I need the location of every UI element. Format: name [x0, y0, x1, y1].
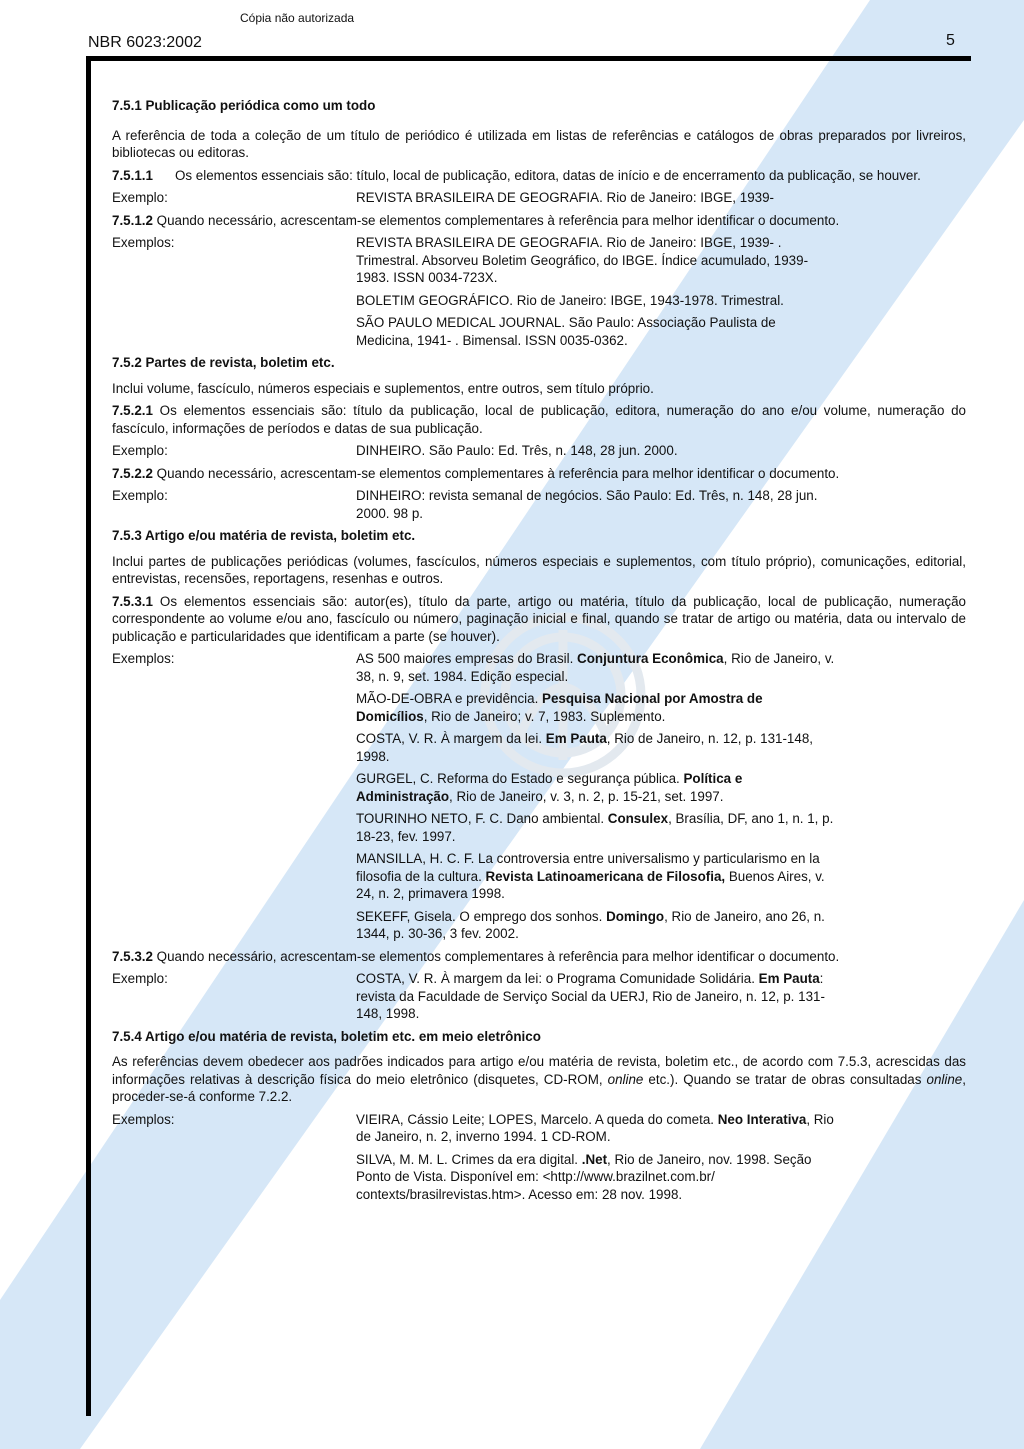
intro-text: etc.). Quando se tratar de obras consultadas — [643, 1071, 927, 1087]
reference-item — [356, 650, 836, 685]
paragraph-7-5-3-1 — [112, 593, 966, 646]
reference-text: , Rio de Janeiro, v. 3, n. 2, p. 15-21, set. 1997. — [449, 788, 724, 804]
paragraph-7-5-1-2 — [112, 212, 966, 230]
reference-text: SILVA, M. M. L. Crimes da era digital. — [356, 1151, 582, 1167]
intro-text: As referências devem obedecer aos padrões indicados para artigo e/ou matéria de revista, boletim etc., de acordo com 7.5.3, acrescidas das informações relativas à descrição física do meio eletrônico (disquetes, CD-ROM, — [112, 1054, 966, 1087]
paragraph-number: 7.5.3.2 — [112, 948, 153, 964]
margin-rule — [86, 56, 91, 1416]
paragraph-text: Quando necessário, acrescentam-se elementos complementares à referência para melhor identificar o documento. — [152, 212, 840, 228]
paragraph-text: Quando necessário, acrescentam-se elementos complementares à referência para melhor identificar o documento. — [152, 948, 840, 964]
example-label: Exemplo: — [112, 971, 168, 986]
reference-item — [356, 1151, 836, 1204]
reference-text: , Rio de Janeiro, ano 26, n. 1344, p. 30-36, 3 fev. 2002. — [356, 908, 825, 941]
section-intro: Inclui volume, fascículo, números especiais e suplementos, entre outros, sem título próprio. — [112, 380, 654, 396]
example-label: Exemplo: — [112, 190, 168, 205]
reference-text: MANSILLA, H. C. F. La controversia entre universalismo y particularismo en la filosofia de la cultura. — [356, 851, 820, 884]
reference-item — [356, 810, 836, 845]
paragraph-text: Os elementos essenciais são: autor(es), título da parte, artigo ou matéria, título da publicação, local de publicação, numeração correspondente ao volume e/ou ano, fascículo ou número, paginação inicial e final, quando se tratar de artigo ou matéria, data ou intervalo de publicação e particularidades que identificam a parte (se houver). — [112, 593, 966, 644]
page-number: 5 — [946, 32, 955, 49]
reference-title: Em Pauta — [758, 971, 820, 986]
example-block — [112, 650, 966, 943]
example-list — [356, 970, 836, 1023]
paragraph-number: 7.5.2.1 — [112, 403, 153, 418]
paragraph-number: 7.5.3.1 — [112, 593, 153, 609]
reference-text: : revista da Faculdade de Serviço Social da UERJ, Rio de Janeiro, n. 12, p. 131-148, 1998. — [356, 971, 825, 1021]
reference-item — [356, 850, 836, 903]
document-body — [112, 96, 966, 1208]
copy-notice: Cópia não autorizada — [240, 11, 355, 25]
example-block — [112, 234, 966, 349]
example-list — [356, 487, 836, 522]
section-heading-7-5-3: 7.5.3 Artigo e/ou matéria de revista, boletim etc. — [112, 528, 416, 543]
reference-title: .Net — [581, 1151, 608, 1167]
reference-text: , Rio de Janeiro, nov. 1998. Seção Ponto de Vista. Disponível em: <http://www.brazilnet.com.br/ contexts/brasilrevistas.htm>. Acesso em: 28 nov. 1998. — [356, 1151, 812, 1202]
reference-text: MÃO-DE-OBRA e previdência. — [356, 691, 543, 706]
example-item: DINHEIRO: revista semanal de negócios. São Paulo: Ed. Três, n. 148, 28 jun. 2000. 98 p. — [356, 488, 818, 521]
reference-title: Neo Interativa — [717, 1111, 807, 1127]
paragraph-number: 7.5.1.1 — [112, 167, 153, 183]
section-heading-7-5-2: 7.5.2 Partes de revista, boletim etc. — [112, 355, 335, 370]
paragraph-7-5-2-1 — [112, 402, 966, 437]
example-list — [356, 234, 836, 349]
reference-text: COSTA, V. R. À margem da lei: o Programa Comunidade Solidária. — [356, 971, 759, 986]
reference-title: Política e Administração — [356, 771, 743, 804]
reference-text: COSTA, V. R. À margem da lei. — [356, 731, 546, 746]
example-list — [356, 189, 836, 207]
reference-item — [356, 970, 836, 1023]
example-item: SÃO PAULO MEDICAL JOURNAL. São Paulo: Associação Paulista de Medicina, 1941- . Bimensal. ISSN 0035-0362. — [356, 315, 776, 348]
reference-item — [356, 730, 836, 765]
example-label: Exemplos: — [112, 651, 175, 666]
reference-item — [356, 770, 836, 805]
reference-text: , Rio de Janeiro; v. 7, 1983. Suplemento. — [423, 708, 666, 724]
reference-text: TOURINHO NETO, F. C. Dano ambiental. — [356, 811, 608, 826]
intro-italic: online — [926, 1071, 963, 1087]
example-item: BOLETIM GEOGRÁFICO. Rio de Janeiro: IBGE, 1943-1978. Trimestral. — [356, 292, 784, 308]
standard-id: NBR 6023:2002 — [88, 34, 202, 51]
reference-text: Buenos Aires, v. 24, n. 2, primavera 1998. — [356, 868, 825, 901]
intro-italic: online — [607, 1071, 644, 1087]
reference-title: Domingo — [606, 908, 665, 924]
example-label: Exemplos: — [112, 1111, 175, 1127]
reference-item — [356, 908, 836, 943]
paragraph-text: Os elementos essenciais são: título da publicação, local de publicação, editora, numeração do ano e/ou volume, numeração do fascículo, informações de períodos e datas de sua publicação. — [112, 403, 966, 436]
reference-text: AS 500 maiores empresas do Brasil. — [356, 651, 578, 666]
reference-title: Consulex — [607, 811, 669, 826]
example-item: REVISTA BRASILEIRA DE GEOGRAFIA. Rio de Janeiro: IBGE, 1939- — [356, 190, 774, 205]
section-heading-7-5-1: 7.5.1 Publicação periódica como um todo — [112, 98, 376, 113]
example-block — [112, 442, 966, 460]
reference-text: , Rio de Janeiro, n. 2, inverno 1994. 1 CD-ROM. — [356, 1111, 834, 1144]
reference-text: SEKEFF, Gisela. O emprego dos sonhos. — [356, 908, 607, 924]
section-heading-7-5-4: 7.5.4 Artigo e/ou matéria de revista, boletim etc. em meio eletrônico — [112, 1028, 541, 1044]
example-block — [112, 189, 966, 207]
reference-title: Em Pauta — [545, 731, 607, 746]
example-item: DINHEIRO. São Paulo: Ed. Três, n. 148, 28 jun. 2000. — [356, 443, 678, 458]
example-list — [356, 442, 836, 460]
intro-text: , proceder-se-á conforme 7.2.2. — [112, 1071, 966, 1104]
reference-title: Conjuntura Econômica — [577, 651, 724, 666]
paragraph-7-5-2-2 — [112, 465, 966, 483]
example-item: REVISTA BRASILEIRA DE GEOGRAFIA. Rio de Janeiro: IBGE, 1939- . Trimestral. Absorveu Boletim Geográfico, do IBGE. Índice acumulado, 1939-1983. ISSN 0034-723X. — [356, 235, 809, 285]
reference-item — [356, 1111, 836, 1146]
header-rule — [86, 56, 971, 61]
paragraph-text: Os elementos essenciais são: título, local de publicação, editora, datas de início e de encerramento da publicação, se houver. — [174, 167, 921, 183]
reference-text: , Rio de Janeiro, v. 38, n. 9, set. 1984. Edição especial. — [356, 651, 835, 684]
section-intro: Inclui partes de publicações periódicas (volumes, fascículos, números especiais e suplementos, com título próprio), comunicações, editorial, entrevistas, recensões, reportagens, resenhas e outros. — [112, 553, 966, 586]
section-intro — [112, 1053, 966, 1106]
reference-text: , Rio de Janeiro, n. 12, p. 131-148, 1998. — [356, 731, 813, 764]
example-label: Exemplo: — [112, 443, 168, 458]
example-list — [356, 1111, 836, 1204]
example-label: Exemplo: — [112, 488, 168, 503]
paragraph-number: 7.5.2.2 — [112, 465, 153, 481]
paragraph-text: Quando necessário, acrescentam-se elementos complementares à referência para melhor identificar o documento. — [152, 465, 840, 481]
reference-text: VIEIRA, Cássio Leite; LOPES, Marcelo. A queda do cometa. — [356, 1111, 718, 1127]
reference-text: GURGEL, C. Reforma do Estado e segurança pública. — [356, 771, 684, 786]
example-list — [356, 650, 836, 943]
reference-text: , Brasília, DF, ano 1, n. 1, p. 18-23, fev. 1997. — [356, 811, 834, 844]
paragraph-number: 7.5.1.2 — [112, 212, 153, 228]
example-block — [112, 487, 966, 522]
reference-item — [356, 690, 836, 725]
example-label: Exemplos: — [112, 235, 175, 250]
example-block — [112, 1111, 966, 1204]
reference-title: Revista Latinoamericana de Filosofia, — [485, 868, 726, 884]
paragraph-7-5-1-1 — [112, 167, 966, 185]
reference-title: Pesquisa Nacional por Amostra de Domicílios — [356, 691, 763, 724]
section-intro: A referência de toda a coleção de um título de periódico é utilizada em listas de referências e catálogos de obras preparados por livreiros, bibliotecas ou editoras. — [112, 127, 966, 160]
example-block — [112, 970, 966, 1023]
paragraph-7-5-3-2 — [112, 948, 966, 966]
